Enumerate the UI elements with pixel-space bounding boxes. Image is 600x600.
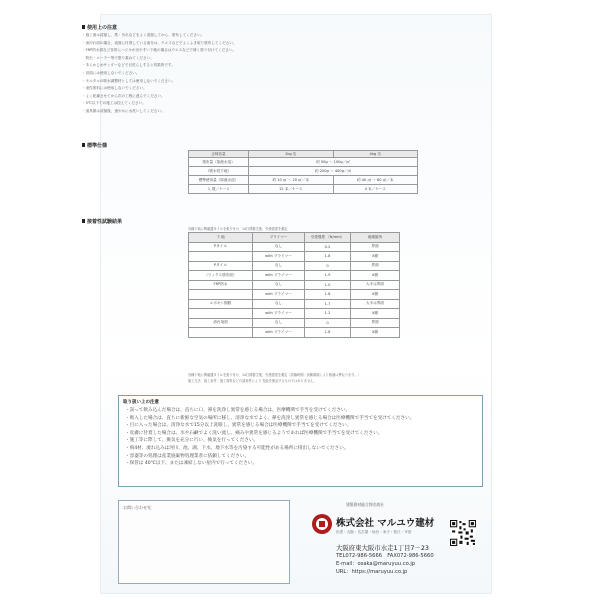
adhesion-cell-failure: 大半は界面: [351, 299, 400, 309]
adhesion-cell-strength: 1.2: [305, 309, 351, 319]
usage-title: 使用上の注意: [82, 24, 117, 31]
adhesion-row: [189, 242, 400, 252]
adhesion-subtitle: 各種下地に陶磁器タイルを張り付け、14日間養生後、引張強度を測定: [188, 227, 288, 231]
caution-title: 取り扱い上の注意: [123, 400, 159, 405]
caution-item: ・容器等の処理は産業廃棄物処理業者に依頼してください。: [125, 453, 250, 459]
qr-code-icon[interactable]: [450, 520, 476, 546]
adhesion-cell-base: Pタイル: [189, 242, 253, 252]
adhesion-cell-strength: 0: [305, 261, 351, 271]
adhesion-cell-strength: 0.2: [305, 242, 351, 252]
adhesion-cell-primer: なし: [253, 318, 305, 328]
caution-item: ・皮膚に付着した場合は、水や石鹸でよく洗い流し、痛みや異常を感じるようであれば医療機関で手当てを受けてください。: [125, 430, 383, 436]
contact-box: [118, 500, 290, 584]
usage-note: ・道具類は清掃後、速やかに水洗いしてください。: [82, 108, 165, 113]
adhesion-cell-primer: with プライマー: [253, 328, 305, 338]
adhesion-cell-strength: 1.0: [305, 280, 351, 290]
adhesion-header: 引張強度 （N/mm）: [305, 233, 351, 243]
spec-row-large: 4 本／ケース: [333, 185, 418, 194]
spec-row-label: （吸水性下地）: [189, 167, 249, 176]
adhesion-cell-strength: 1.8: [305, 328, 351, 338]
adhesion-cell-primer: with プライマー: [253, 252, 305, 262]
adhesion-row: [189, 252, 400, 262]
spec-row-label: 標準使用量（原液水溶）: [189, 176, 249, 185]
company-association: 建築資材総合卸売商社: [346, 502, 384, 507]
caution-item: ・吸入した場合は、直ちに新鮮な空気の場所に移し、清浄な水でよく、鼻を洗浄し異常を感じる場合は医療機関で手当てを受けてください。: [125, 415, 415, 421]
usage-note: ・よく乾燥させてから次の工程に進んでください。: [82, 93, 165, 98]
usage-note: ・5℃以下での施工は控えてください。: [82, 101, 146, 106]
adhesion-cell-base: エポキシ樹脂: [189, 299, 253, 309]
company-name: 株式会社 マルユウ建材: [336, 518, 435, 529]
adhesion-cell-primer: なし: [253, 261, 305, 271]
adhesion-cell-primer: なし: [253, 299, 305, 309]
adhesion-cell-base: [189, 252, 253, 262]
adhesion-title: 接着性試験結果: [82, 218, 122, 225]
usage-note: ・油汚れ面の場合、表面に付着している油分は、ウエスなどでよくふき取り塗布してください。: [82, 40, 237, 45]
caution-list: [125, 407, 414, 468]
adhesion-cell-base: [189, 328, 253, 338]
spec-row-label: 塗布量（原液水溶）: [189, 158, 249, 167]
adhesion-cell-primer: with プライマー: [253, 290, 305, 300]
adhesion-footnote-1: 各種下地に陶磁器タイルを張り付け、14日間養生後、引張強度を測定（試験時期・試験環境により数値は異なります。）: [188, 373, 361, 377]
adhesion-cell-strength: 1.9: [305, 271, 351, 281]
usage-note: ・施工面は清掃し、埃・汚れなどをよく清掃してから、塗布してください。: [82, 33, 205, 37]
adhesion-cell-base: [189, 290, 253, 300]
usage-note: 防虫・ローラー等で塗り重ねてください。: [82, 55, 154, 60]
adhesion-cell-failure: X層: [351, 290, 400, 300]
adhesion-cell-base: （ワックス塗布面）: [189, 271, 253, 281]
adhesion-row: [189, 328, 400, 338]
company-branches: 出雲・大阪・名古屋・仙台・米子・松江・平田: [336, 530, 412, 534]
adhesion-cell-failure: X層: [351, 328, 400, 338]
adhesion-cell-strength: 1.8: [305, 252, 351, 262]
spec-title: 標準仕様: [82, 142, 107, 149]
adhesion-header: プライマー: [253, 233, 305, 243]
adhesion-cell-failure: 界面: [351, 261, 400, 271]
adhesion-row: [189, 280, 400, 290]
adhesion-cell-failure: 界面: [351, 242, 400, 252]
adhesion-cell-primer: なし: [253, 280, 305, 290]
caution-item: ・誤って飲み込んだ場合は、直ちに口、鼻を洗浄し異常を感じる場合は、医療機関で手当を受けてください。: [125, 408, 351, 413]
adhesion-cell-failure: X層: [351, 309, 400, 319]
adhesion-cell-primer: なし: [253, 242, 305, 252]
adhesion-row: [189, 290, 400, 300]
usage-note: ・FRP防水面など非常にハジキが出やすい下地の場合はウエスなどで薄く塗り付けてください。: [82, 48, 237, 53]
adhesion-cell-failure: X層: [351, 252, 400, 262]
company-address: 大阪府東大阪市水走1丁目7－23: [336, 544, 429, 552]
adhesion-header: 破壊箇所: [351, 233, 400, 243]
adhesion-cell-primer: with プライマー: [253, 309, 305, 319]
caution-item: ・目に入った場合は、清浄な水で15分以上洗眼し、異常を感じる場合は医療機関で手当てを受けてください。: [125, 423, 352, 429]
contact-label: お問い合わせ先：: [123, 505, 155, 510]
adhesion-cell-base: FRP防水: [189, 280, 253, 290]
caution-item: ・施工等に際して、換気を充分に行い、換気を行ってください。: [125, 438, 259, 444]
adhesion-table: [188, 232, 400, 338]
adhesion-cell-strength: 1.7: [305, 299, 351, 309]
adhesion-row: [189, 271, 400, 281]
usage-note: ・旧面には使用しないでください。: [82, 70, 140, 75]
usage-note: ・油性塗料には使用しないでください。: [82, 86, 147, 91]
company-email: E-mail：osaka@maruyuu.co.jp: [336, 561, 416, 567]
spec-header-large: 4kg 缶: [333, 151, 418, 158]
adhesion-footnote-2: 施工方法、施工条件、施工材料などの諸条件により 性能を保証するものではありません。: [188, 379, 317, 383]
adhesion-row: [189, 318, 400, 328]
spec-header-label: 正味容量: [189, 151, 249, 158]
caution-box: [118, 395, 483, 487]
adhesion-cell-base: [189, 309, 253, 319]
adhesion-row: [189, 299, 400, 309]
company-tel-fax: TEL072-986-5666 FAX072-986-5660: [336, 553, 434, 559]
adhesion-row: [189, 309, 400, 319]
adhesion-row: [189, 261, 400, 271]
spec-row-value: 約 200g ～ 400g／㎡: [249, 167, 418, 176]
spec-row-large: 約 40 ㎡ ～ 80 ㎡／本: [333, 176, 418, 185]
company-logo-icon: [312, 514, 332, 534]
adhesion-cell-strength: 1.8: [305, 290, 351, 300]
adhesion-cell-failure: 界面: [351, 318, 400, 328]
spec-row-value: 約 50g ～ 100g／㎡: [249, 158, 418, 167]
adhesion-cell-primer: with プライマー: [253, 271, 305, 281]
company-url[interactable]: URL：https://maruyuu.co.jp: [336, 569, 408, 575]
adhesion-header: 下 地: [189, 233, 253, 243]
spec-row-small: 約 10 ㎡ ～ 20 ㎡／本: [249, 176, 334, 185]
usage-note: ・あらかじめサンダーなどで目荒らしすると効果的です。: [82, 63, 175, 68]
caution-item: ・飛4材、流れ込みは河川、池、湖、下水、地下水等を汚染する可能性がある場所に排出しないでください。: [125, 445, 349, 451]
spec-table: [188, 150, 418, 194]
spec-header-small: 1kg 缶: [249, 151, 334, 158]
company-block: [300, 500, 480, 584]
adhesion-cell-base: Pタイル: [189, 261, 253, 271]
spec-row-label: 入 数／ケース: [189, 185, 249, 194]
adhesion-cell-failure: 大半は界面: [351, 280, 400, 290]
adhesion-cell-failure: X層: [351, 271, 400, 281]
adhesion-cell-strength: 0: [305, 318, 351, 328]
usage-note: ・モルタルの吸水調整材としては使用しないでください。: [82, 78, 176, 83]
caution-item: ・保管は 40℃以下、または凍結しない屋内で行ってください。: [125, 461, 257, 467]
adhesion-cell-base: 油汚染面: [189, 318, 253, 328]
usage-notes-list: [82, 32, 312, 116]
spec-row-small: 12 本／ケース: [249, 185, 334, 194]
